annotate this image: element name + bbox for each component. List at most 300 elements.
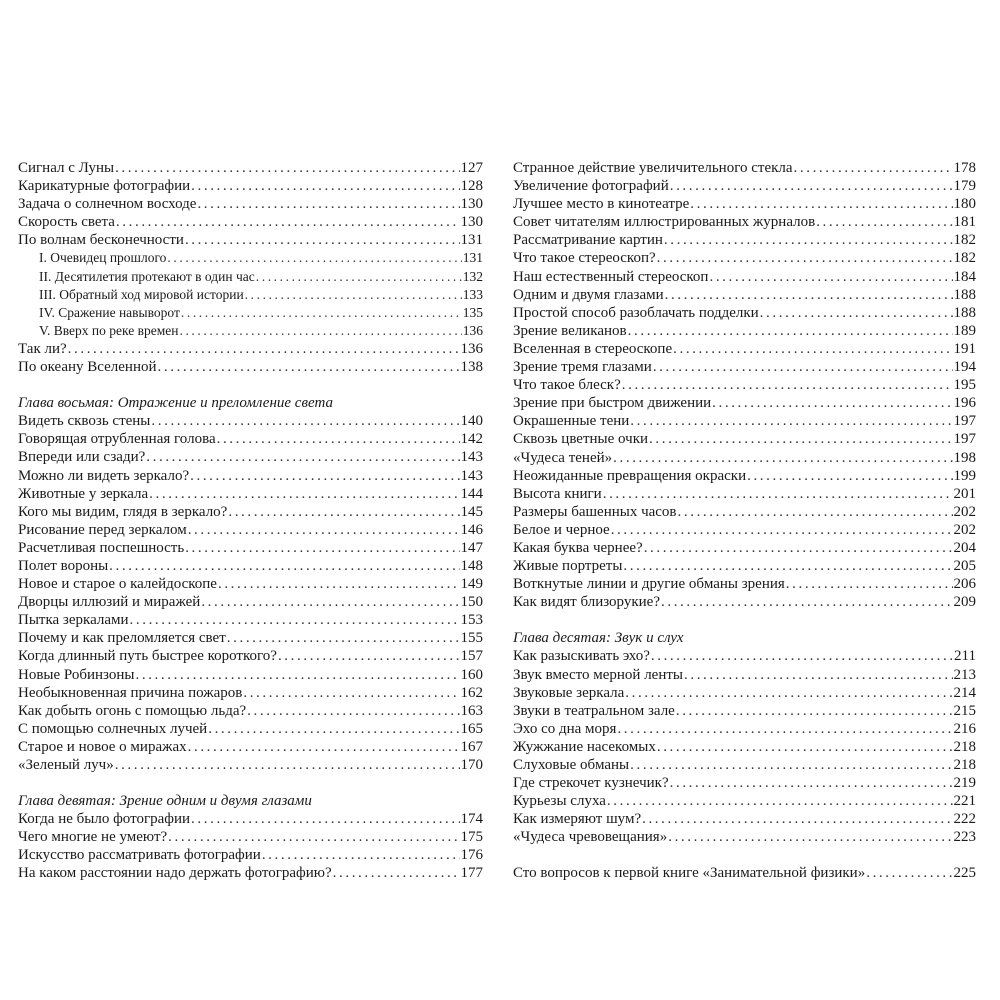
dot-leader: [228, 503, 459, 521]
entry-title: Сквозь цветные очки: [513, 431, 649, 448]
entry-title: Окрашенные тени: [513, 413, 630, 430]
page-number: 204: [953, 539, 976, 556]
entry-title: Пытка зеркалами: [18, 612, 129, 629]
page-number: 127: [460, 160, 483, 176]
dot-leader: [167, 249, 461, 267]
page-number: 128: [460, 178, 483, 195]
toc-entry[interactable]: [513, 756, 976, 774]
dot-leader: [256, 268, 462, 286]
page-number: 199: [953, 467, 976, 484]
entry-title: III. Обратный ход мировой истории: [39, 286, 244, 302]
dot-leader: [712, 394, 952, 412]
toc-entry[interactable]: [18, 412, 483, 430]
page-number: 142: [460, 431, 483, 448]
entry-title: Наш естественный стереоскоп: [513, 268, 709, 285]
page-number: 163: [460, 702, 483, 719]
page-number: 188: [953, 304, 976, 321]
toc-section: [513, 629, 976, 846]
page-number: 202: [953, 503, 976, 520]
dot-leader: [684, 666, 953, 684]
entry-title: «Чудеса чревовещания»: [513, 829, 668, 846]
page-number: 223: [953, 829, 976, 846]
entry-title: На каком расстоянии надо держать фотографию?: [18, 865, 332, 882]
toc-entry[interactable]: [513, 213, 976, 231]
dot-leader: [168, 828, 459, 846]
toc-entry[interactable]: [513, 666, 976, 684]
toc-entry[interactable]: [18, 810, 483, 828]
page-number: 170: [460, 757, 483, 773]
page-number: 189: [953, 322, 976, 339]
dot-leader: [642, 810, 952, 828]
entry-title: V. Вверх по реке времен: [39, 322, 179, 338]
entry-title: Новые Робинзоны: [18, 666, 135, 683]
entry-title: Карикатурные фотографии: [18, 178, 191, 195]
entry-title: I. Очевидец прошлого: [39, 250, 167, 266]
toc-entry[interactable]: [513, 304, 976, 322]
page-number: 177: [460, 865, 483, 882]
toc-entry[interactable]: [18, 846, 483, 864]
page-number: 176: [460, 847, 483, 864]
dot-leader: [603, 485, 953, 503]
dot-leader: [109, 557, 459, 575]
dot-leader: [188, 738, 460, 756]
dot-leader: [243, 684, 459, 702]
toc-entry[interactable]: [18, 684, 483, 702]
page-number: 130: [460, 214, 483, 231]
toc-entry[interactable]: [513, 159, 976, 177]
dot-leader: [673, 340, 952, 358]
entry-title: Как добыть огонь с помощью льда?: [18, 702, 247, 719]
dot-leader: [158, 358, 460, 376]
toc-entry[interactable]: [513, 557, 976, 575]
toc-entry[interactable]: [18, 756, 483, 774]
entry-title: Сигнал с Луны: [18, 160, 115, 176]
dot-leader: [218, 575, 460, 593]
dot-leader: [866, 864, 952, 882]
entry-title: Увеличение фотографий: [513, 178, 669, 195]
toc-entry[interactable]: [513, 249, 976, 267]
toc-entry[interactable]: [18, 575, 483, 593]
entry-title: Скорость света: [18, 214, 115, 231]
toc-entry[interactable]: [513, 412, 976, 430]
entry-title: Зрение великанов: [513, 322, 627, 339]
entry-title: Звуки в театральном зале: [513, 702, 675, 719]
toc-entry[interactable]: [513, 720, 976, 738]
toc-section: [513, 864, 976, 882]
entry-title: Необыкновенная причина пожаров: [18, 684, 243, 701]
dot-leader: [661, 593, 953, 611]
toc-entry[interactable]: [513, 286, 976, 304]
entry-title: Простой способ разоблачать подделки: [513, 304, 759, 321]
page-number: 218: [953, 757, 976, 773]
dot-leader: [227, 629, 460, 647]
page-number: 182: [953, 232, 976, 249]
entry-title: Почему и как преломляется свет: [18, 630, 226, 647]
page-number: 196: [953, 395, 976, 412]
dot-leader: [630, 412, 952, 430]
dot-leader: [146, 448, 459, 466]
entry-title: Можно ли видеть зеркало?: [18, 467, 190, 484]
toc-entry[interactable]: [513, 177, 976, 195]
page-number: 206: [953, 576, 976, 593]
page-number: 136: [462, 322, 483, 338]
page-number: 197: [953, 413, 976, 430]
entry-title: Впереди или сзади?: [18, 449, 146, 466]
toc-entry[interactable]: [513, 358, 976, 376]
entry-title: Новое и старое о калейдоскопе: [18, 576, 217, 593]
toc-entry[interactable]: [513, 864, 976, 882]
page-number: 202: [953, 521, 976, 538]
page-number: 211: [954, 648, 976, 665]
entry-title: Задача о солнечном восходе: [18, 196, 197, 213]
page-number: 135: [462, 304, 483, 320]
dot-leader: [747, 467, 952, 485]
chapter-heading: Глава восьмая: Отражение и преломление света: [18, 395, 333, 412]
toc-entry[interactable]: [18, 738, 483, 756]
dot-leader: [676, 702, 953, 720]
toc-entry[interactable]: [18, 557, 483, 575]
page-number: 198: [953, 449, 976, 466]
page-number: 165: [460, 720, 483, 737]
page-number: 218: [953, 738, 976, 755]
page-number: 197: [953, 431, 976, 448]
toc-entry[interactable]: [513, 467, 976, 485]
dot-leader: [116, 213, 460, 231]
page-number: 213: [953, 666, 976, 683]
page-number: 157: [460, 648, 483, 665]
page-number: 138: [460, 359, 483, 376]
page-number: 131: [460, 232, 483, 249]
dot-leader: [130, 611, 460, 629]
toc-entry[interactable]: [18, 467, 483, 485]
dot-leader: [665, 286, 953, 304]
page-number: 130: [460, 196, 483, 213]
dot-leader: [136, 666, 460, 684]
entry-title: Когда не было фотографии: [18, 811, 191, 828]
page-number: 140: [460, 413, 483, 430]
dot-leader: [188, 521, 460, 539]
toc-entry[interactable]: [513, 376, 976, 394]
entry-title: Звуковые зеркала: [513, 684, 625, 701]
page-number: 209: [953, 594, 976, 611]
page-number: 150: [460, 594, 483, 611]
entry-title: Как разыскивать эхо?: [513, 648, 650, 665]
dot-leader: [115, 756, 460, 774]
dot-leader: [653, 358, 953, 376]
entry-title: Как измеряют шум?: [513, 811, 642, 828]
dot-leader: [278, 647, 460, 665]
toc-section: [513, 159, 976, 611]
dot-leader: [657, 249, 953, 267]
page-number: 160: [460, 666, 483, 683]
dot-leader: [217, 430, 460, 448]
toc-entry[interactable]: [513, 539, 976, 557]
entry-title: Живые портреты: [513, 558, 623, 575]
page-number: 184: [953, 268, 976, 285]
page-number: 147: [460, 539, 483, 556]
page-number: 215: [953, 702, 976, 719]
entry-title: Говорящая отрубленная голова: [18, 431, 216, 448]
toc-entry[interactable]: [18, 593, 483, 611]
toc-entry[interactable]: [513, 485, 976, 503]
page-number: 162: [460, 684, 483, 701]
page-number: 219: [953, 775, 976, 792]
toc-entry[interactable]: [513, 774, 976, 792]
dot-leader: [678, 503, 953, 521]
toc-entry[interactable]: [513, 322, 976, 340]
toc-section: [18, 792, 483, 882]
toc-entry[interactable]: [18, 828, 483, 846]
toc-left-column: [18, 159, 483, 883]
toc-entry[interactable]: [18, 485, 483, 503]
page-number: 188: [953, 286, 976, 303]
dot-leader: [191, 177, 459, 195]
entry-title: Зрение при быстром движении: [513, 395, 712, 412]
toc-entry[interactable]: [513, 684, 976, 702]
page-number: 132: [462, 268, 483, 284]
toc-entry[interactable]: [18, 629, 483, 647]
dot-leader: [623, 557, 952, 575]
toc-right-column: [513, 159, 976, 883]
toc-entry[interactable]: [18, 430, 483, 448]
entry-title: Искусство рассматривать фотографии: [18, 847, 261, 864]
entry-title: Слуховые обманы: [513, 757, 630, 773]
dot-leader: [668, 828, 952, 846]
entry-title: Рассматривание картин: [513, 232, 663, 249]
dot-leader: [115, 159, 459, 177]
entry-title: Когда длинный путь быстрее короткого?: [18, 648, 277, 665]
dot-leader: [664, 231, 953, 249]
toc-entry[interactable]: [18, 666, 483, 684]
toc-entry[interactable]: [513, 792, 976, 810]
toc-entry[interactable]: [513, 394, 976, 412]
dot-leader: [262, 846, 460, 864]
entry-title: Сто вопросов к первой книге «Занимательной физики»: [513, 865, 866, 882]
dot-leader: [611, 521, 953, 539]
toc-entry[interactable]: [18, 539, 483, 557]
toc-subentry[interactable]: [18, 268, 483, 286]
dot-leader: [245, 286, 462, 304]
dot-leader: [181, 304, 462, 322]
page-number: 182: [953, 250, 976, 267]
dot-leader: [149, 485, 459, 503]
toc-entry[interactable]: [513, 340, 976, 358]
page-number: 136: [460, 340, 483, 357]
page-number: 195: [953, 377, 976, 394]
chapter-heading: Глава девятая: Зрение одним и двумя глазами: [18, 793, 312, 810]
dot-leader: [333, 864, 460, 882]
toc-entry[interactable]: [18, 611, 483, 629]
page-number: 201: [953, 485, 976, 502]
toc-entry[interactable]: [513, 738, 976, 756]
dot-leader: [670, 177, 953, 195]
page-number: 181: [953, 214, 976, 231]
page-number: 174: [460, 811, 483, 828]
toc-subentry[interactable]: [18, 322, 483, 340]
dot-leader: [607, 792, 953, 810]
entry-title: Воткнутые линии и другие обманы зрения: [513, 576, 785, 593]
toc-entry[interactable]: [18, 864, 483, 882]
entry-title: Что такое стереоскоп?: [513, 250, 656, 267]
toc-entry[interactable]: [513, 195, 976, 213]
page-number: 133: [462, 286, 483, 302]
entry-title: Чего многие не умеют?: [18, 829, 168, 846]
toc-entry[interactable]: [18, 448, 483, 466]
entry-title: Рисование перед зеркалом: [18, 521, 187, 538]
dot-leader: [690, 195, 952, 213]
chapter-heading: Глава десятая: Звук и слух: [513, 630, 684, 647]
toc-entry[interactable]: [18, 521, 483, 539]
toc-entry[interactable]: [513, 268, 976, 286]
dot-leader: [179, 322, 461, 340]
toc-entry[interactable]: [513, 521, 976, 539]
page-number: 191: [953, 340, 976, 357]
toc-entry[interactable]: [18, 702, 483, 720]
toc-subentry[interactable]: [18, 286, 483, 304]
toc-entry[interactable]: [18, 340, 483, 358]
page-number: 178: [953, 160, 976, 176]
page-number: 155: [460, 630, 483, 647]
entry-title: Размеры башенных часов: [513, 503, 677, 520]
page-number: 145: [460, 503, 483, 520]
dot-leader: [630, 756, 952, 774]
dot-leader: [151, 412, 459, 430]
dot-leader: [68, 340, 460, 358]
dot-leader: [185, 539, 459, 557]
entry-title: Эхо со дна моря: [513, 720, 617, 737]
dot-leader: [816, 213, 952, 231]
page-number: 143: [460, 449, 483, 466]
toc-section: [18, 394, 483, 774]
entry-title: По океану Вселенной: [18, 359, 157, 376]
toc-entry[interactable]: [513, 231, 976, 249]
page-number: 205: [953, 558, 976, 575]
dot-leader: [185, 231, 460, 249]
dot-leader: [247, 702, 459, 720]
dot-leader: [191, 810, 459, 828]
toc-subentry[interactable]: [18, 304, 483, 322]
entry-title: Так ли?: [18, 340, 67, 357]
entry-title: Совет читателям иллюстрированных журналов: [513, 214, 816, 231]
dot-leader: [617, 720, 952, 738]
dot-leader: [625, 684, 952, 702]
page-number: 225: [953, 865, 976, 882]
page-number: 146: [460, 521, 483, 538]
toc-entry[interactable]: [18, 177, 483, 195]
toc-section: [18, 159, 483, 376]
toc-entry[interactable]: [513, 575, 976, 593]
dot-leader: [190, 467, 459, 485]
dot-leader: [670, 774, 953, 792]
dot-leader: [613, 449, 952, 467]
entry-title: Расчетливая поспешность: [18, 539, 185, 556]
toc-entry[interactable]: [513, 828, 976, 846]
entry-title: Кого мы видим, глядя в зеркало?: [18, 503, 228, 520]
page-number: 194: [953, 359, 976, 376]
entry-title: Зрение тремя глазами: [513, 359, 652, 376]
toc-entry[interactable]: [513, 593, 976, 611]
dot-leader: [794, 159, 953, 177]
page-number: 143: [460, 467, 483, 484]
dot-leader: [201, 593, 459, 611]
entry-title: Странное действие увеличительного стекла: [513, 160, 793, 176]
dot-leader: [628, 322, 953, 340]
page-number: 222: [953, 811, 976, 828]
toc-entry[interactable]: [18, 503, 483, 521]
entry-title: Курьезы слуха: [513, 793, 606, 810]
entry-title: Вселенная в стереоскопе: [513, 340, 673, 357]
toc-entry[interactable]: [18, 720, 483, 738]
toc-entry[interactable]: [513, 503, 976, 521]
dot-leader: [622, 376, 953, 394]
entry-title: Какая буква чернее?: [513, 539, 643, 556]
dot-leader: [760, 304, 953, 322]
entry-title: IV. Сражение навыворот: [39, 304, 180, 320]
entry-title: Одним и двумя глазами: [513, 286, 664, 303]
page-number: 214: [953, 684, 976, 701]
entry-title: «Чудеса теней»: [513, 449, 613, 466]
page-number: 148: [460, 557, 483, 574]
dot-leader: [709, 268, 952, 286]
entry-title: Животные у зеркала: [18, 485, 149, 502]
entry-title: По волнам бесконечности: [18, 232, 184, 249]
entry-title: Как видят близорукие?: [513, 594, 660, 611]
dot-leader: [657, 738, 953, 756]
page-number: 167: [460, 738, 483, 755]
toc-entry[interactable]: [513, 810, 976, 828]
dot-leader: [197, 195, 459, 213]
entry-title: Где стрекочет кузнечик?: [513, 775, 669, 792]
toc-entry[interactable]: [513, 647, 976, 665]
toc-entry[interactable]: [18, 213, 483, 231]
entry-title: Звук вместо мерной ленты: [513, 666, 683, 683]
entry-title: Белое и черное: [513, 521, 610, 538]
dot-leader: [644, 539, 953, 557]
page-number: 221: [953, 793, 976, 810]
dot-leader: [649, 430, 952, 448]
toc-entry[interactable]: [513, 430, 976, 448]
page-number: 153: [460, 612, 483, 629]
entry-title: С помощью солнечных лучей: [18, 720, 208, 737]
toc-entry[interactable]: [18, 231, 483, 249]
toc-entry[interactable]: [513, 449, 976, 467]
entry-title: Высота книги: [513, 485, 602, 502]
toc-entry[interactable]: [18, 159, 483, 177]
toc-entry[interactable]: [18, 195, 483, 213]
toc-entry[interactable]: [18, 647, 483, 665]
toc-entry[interactable]: [18, 358, 483, 376]
entry-title: Лучшее место в кинотеатре: [513, 196, 690, 213]
dot-leader: [651, 647, 953, 665]
entry-title: II. Десятилетия протекают в один час: [39, 268, 255, 284]
entry-title: Старое и новое о миражах: [18, 738, 187, 755]
entry-title: Полет вороны: [18, 557, 109, 574]
dot-leader: [786, 575, 953, 593]
page-number: 179: [953, 178, 976, 195]
page-number: 180: [953, 196, 976, 213]
toc-entry[interactable]: [513, 702, 976, 720]
entry-title: Жужжание насекомых: [513, 738, 656, 755]
page-number: 144: [460, 485, 483, 502]
toc-subentry[interactable]: [18, 249, 483, 267]
page-number: 131: [462, 250, 483, 266]
entry-title: Дворцы иллюзий и миражей: [18, 594, 201, 611]
entry-title: «Зеленый луч»: [18, 757, 114, 773]
entry-title: Неожиданные превращения окраски: [513, 467, 747, 484]
entry-title: Видеть сквозь стены: [18, 413, 151, 430]
page-number: 216: [953, 720, 976, 737]
dot-leader: [208, 720, 459, 738]
